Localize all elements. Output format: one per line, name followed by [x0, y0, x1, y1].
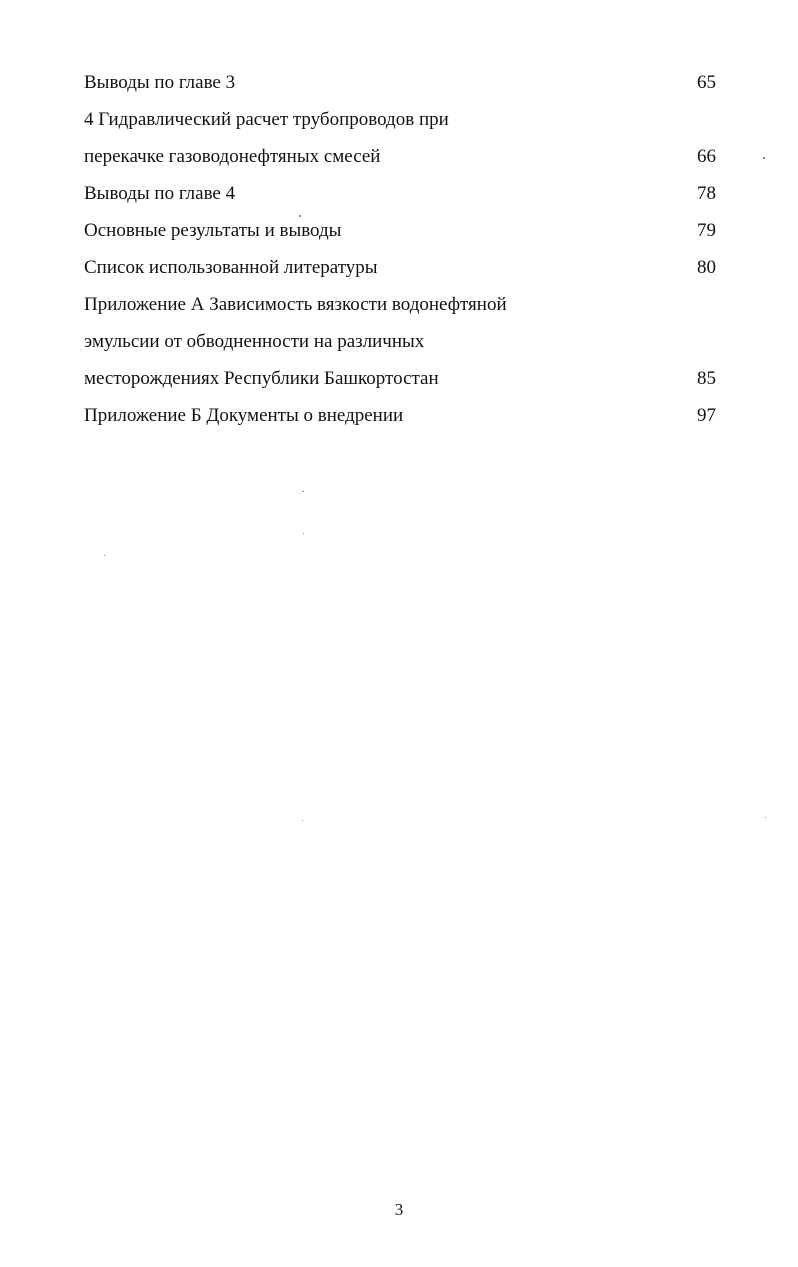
scan-speck — [104, 555, 105, 556]
toc-entry-title: Приложение А Зависимость вязкости водонефтяной — [84, 294, 507, 315]
toc-entry-title: Основные результаты и выводы — [84, 220, 342, 241]
toc-entry-title: Приложение Б Документы о внедрении — [84, 405, 404, 426]
scan-speck — [763, 157, 765, 159]
scan-speck — [303, 533, 304, 534]
scan-speck — [765, 817, 766, 818]
toc-line — [84, 397, 716, 434]
toc-entry-page: 65 — [697, 72, 716, 93]
toc-line — [84, 212, 716, 249]
toc-entry-page: 97 — [697, 405, 716, 426]
scan-speck — [299, 215, 301, 217]
toc-line — [84, 101, 716, 138]
toc-entry-title: Выводы по главе 3 — [84, 72, 236, 93]
toc-entry-page: 80 — [697, 257, 716, 278]
scan-speck — [302, 820, 303, 821]
toc-line — [84, 249, 716, 286]
toc-entry-title: месторождениях Республики Башкортостан — [84, 368, 439, 389]
toc-entry-title: эмульсии от обводненности на различных — [84, 331, 425, 352]
table-of-contents — [84, 64, 716, 434]
toc-line — [84, 360, 716, 397]
toc-entry-title: Список использованной литературы — [84, 257, 378, 278]
toc-entry-title: Выводы по главе 4 — [84, 183, 236, 204]
toc-line — [84, 175, 716, 212]
toc-entry-page: 78 — [697, 183, 716, 204]
toc-line — [84, 138, 716, 175]
toc-line — [84, 286, 716, 323]
toc-entry-title: 4 Гидравлический расчет трубопроводов при — [84, 109, 449, 130]
page-number: 3 — [394, 1200, 404, 1219]
toc-entry-page: 66 — [697, 146, 716, 167]
toc-entry-page: 79 — [697, 220, 716, 241]
scan-speck — [302, 491, 304, 492]
toc-line — [84, 64, 716, 101]
toc-entry-page: 85 — [697, 368, 716, 389]
toc-entry-title: перекачке газоводонефтяных смесей — [84, 146, 381, 167]
toc-line — [84, 323, 716, 360]
